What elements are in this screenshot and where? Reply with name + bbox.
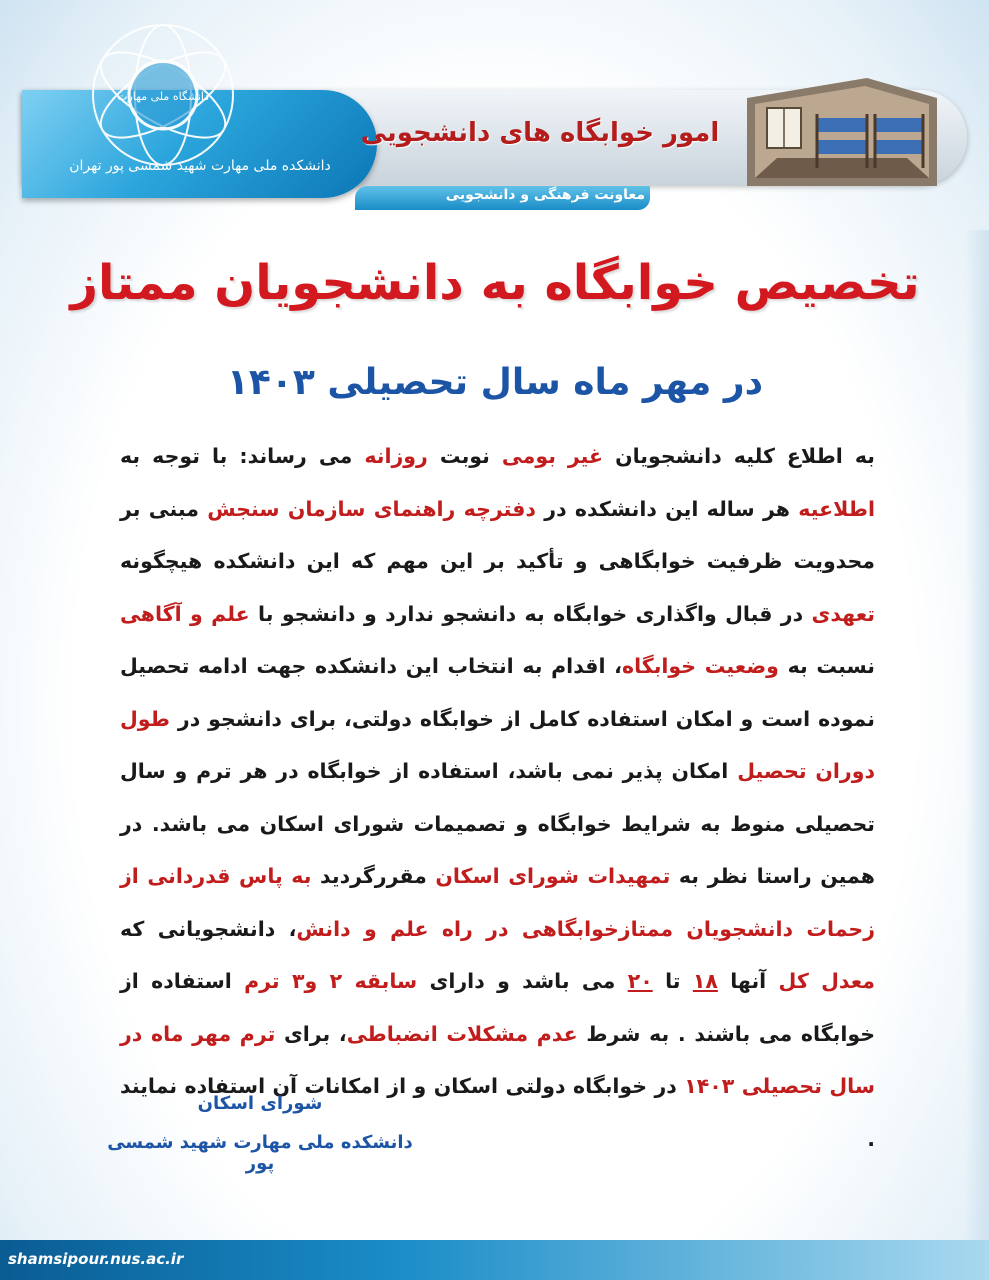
body-text-segment: آنها <box>717 969 779 993</box>
body-highlight: روزانه <box>364 444 428 468</box>
body-text-segment: تا <box>652 969 693 993</box>
college-logo <box>78 10 248 180</box>
body-highlight: طول دوران تحصیل <box>120 706 875 783</box>
body-highlight: وضعیت خوابگاه <box>621 654 779 678</box>
body-text-segment: مبنی بر محدویت ظرفیت خوابگاهی و تأکید بر این مهم که این دانشکده هیچگونه <box>120 496 875 573</box>
body-highlight: عدم مشکلات انضباطی <box>346 1021 578 1046</box>
section-title: امور خوابگاه های دانشجویی <box>360 118 720 148</box>
body-text-segment: در قبال واگذاری خوابگاه به دانشجو ندارد و دانشجو با <box>249 601 812 626</box>
body-highlight: معدل کل <box>778 969 875 993</box>
body-highlight: غیر بومی <box>501 444 604 468</box>
body-highlight: ترم مهر ماه در سال تحصیلی ۱۴۰۳ <box>120 1021 875 1098</box>
body-text-segment: هر ساله این دانشکده در <box>535 496 799 521</box>
body-text-segment: می رساند: با توجه به <box>120 444 365 468</box>
grade-min: ۱۸ <box>692 969 718 993</box>
grade-max: ۲۰ <box>627 969 653 993</box>
body-highlight: به پاس قدردانی از زحمات دانشجویان ممتازخوابگاهی در راه علم و دانش <box>120 864 876 941</box>
body-highlight: سابقه ۲ و۳ ترم <box>244 969 418 993</box>
body-text-segment: ، اقدام به انتخاب این دانشکده جهت ادامه تحصیل نموده است و امکان استفاده کامل از خوابگاه دولتی، برای دانشجو در <box>120 654 875 731</box>
body-text-segment: به اطلاع کلیه دانشجویان <box>603 444 875 468</box>
body-text-segment: مقررگردید <box>311 864 436 888</box>
body-text-segment: ، برای <box>275 1021 347 1046</box>
signature-college: دانشکده ملی مهارت شهید شمسی پور <box>107 1132 413 1174</box>
body-highlight: دفترچه راهنمای سازمان سنجش <box>207 496 536 521</box>
logo-text: دانشگاه ملی مهارت <box>117 90 209 103</box>
body-highlight: اطلاعیه <box>798 496 875 521</box>
announcement-body <box>120 430 875 1165</box>
page-title: تخصیص خوابگاه به دانشجویان ممتاز <box>70 255 920 311</box>
body-text-segment: نسبت به <box>778 654 875 678</box>
body-text-segment: در خوابگاه دولتی اسکان و از امکانات آن استفاده نمایند . <box>120 1074 875 1151</box>
college-name: دانشکده ملی مهارت شهید شمسی پور تهران <box>69 158 331 174</box>
body-highlight: علم و آگاهی <box>120 601 250 626</box>
body-highlight: تمهیدات شورای اسکان <box>435 864 671 888</box>
dorm-room-illustration <box>747 78 937 186</box>
website-link[interactable]: shamsipour.nus.ac.ir <box>8 1250 184 1268</box>
body-text-segment: می باشد و دارای <box>417 969 628 993</box>
body-text-segment: ، دانشجویانی که <box>120 916 297 941</box>
body-text-segment: استفاده از خوابگاه می باشند . به شرط <box>120 969 875 1046</box>
body-highlight: تعهدی <box>811 601 875 626</box>
sub-unit-label: معاونت فرهنگی و دانشجویی <box>445 187 645 203</box>
signature-council: شورای اسکان <box>197 1093 323 1114</box>
body-text-segment: امکان پذیر نمی باشد، استفاده از خوابگاه در هر ترم و سال تحصیلی منوط به شرایط خوابگاه و تصمیمات شورای اسکان می باشد. در همین راستا نظر به <box>120 759 875 888</box>
decorative-stripe <box>965 230 989 1240</box>
body-text-segment: نوبت <box>427 444 502 468</box>
page-subtitle: در مهر ماه سال تحصیلی ۱۴۰۳ <box>226 362 764 403</box>
